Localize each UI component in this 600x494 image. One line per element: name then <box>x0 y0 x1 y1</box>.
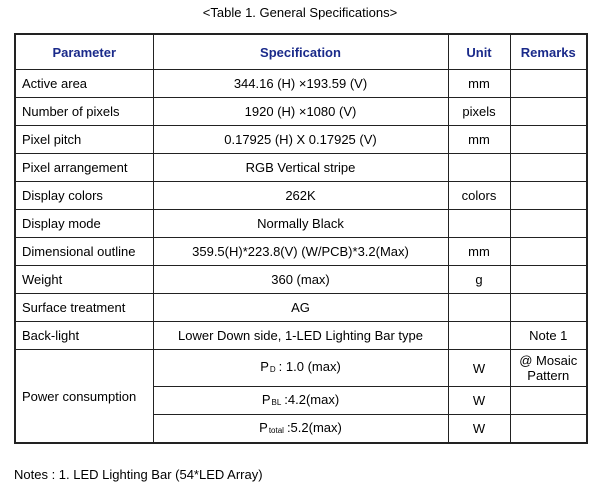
remarks-cell: Note 1 <box>510 322 587 350</box>
table-row <box>15 70 587 98</box>
remarks-cell <box>510 294 587 322</box>
spec-cell-pbl <box>153 387 448 415</box>
remarks-cell <box>510 182 587 210</box>
unit-cell: mm <box>448 70 510 98</box>
param-cell: Dimensional outline <box>15 238 153 266</box>
header-specification: Specification <box>153 34 448 70</box>
unit-cell: mm <box>448 238 510 266</box>
unit-cell <box>448 294 510 322</box>
param-cell: Display colors <box>15 182 153 210</box>
pd-symbol: P <box>260 359 269 374</box>
table-row <box>15 182 587 210</box>
remarks-cell-power: @ Mosaic Pattern <box>510 350 587 387</box>
remarks-cell <box>510 266 587 294</box>
unit-cell <box>448 154 510 182</box>
pbl-symbol: P <box>261 391 271 407</box>
spec-cell: AG <box>153 294 448 322</box>
spec-cell: 262K <box>153 182 448 210</box>
table-row <box>15 98 587 126</box>
remarks-cell-empty <box>510 415 587 444</box>
spec-cell: 360 (max) <box>153 266 448 294</box>
table-row <box>15 322 587 350</box>
param-cell: Surface treatment <box>15 294 153 322</box>
unit-cell-pd: W <box>448 350 510 387</box>
param-cell: Active area <box>15 70 153 98</box>
header-unit: Unit <box>448 34 510 70</box>
unit-cell: g <box>448 266 510 294</box>
general-specifications-table <box>14 33 588 444</box>
remarks-cell <box>510 70 587 98</box>
pbl-subscript: BL <box>271 397 282 407</box>
param-cell-power: Power consumption <box>15 350 153 444</box>
param-cell: Pixel arrangement <box>15 154 153 182</box>
spec-cell: 1920 (H) ×1080 (V) <box>153 98 448 126</box>
remarks-cell <box>510 98 587 126</box>
ptotal-symbol: P <box>259 419 268 435</box>
param-cell: Pixel pitch <box>15 126 153 154</box>
table-row <box>15 238 587 266</box>
table-row <box>15 266 587 294</box>
spec-cell: 344.16 (H) ×193.59 (V) <box>153 70 448 98</box>
table-row <box>15 294 587 322</box>
unit-cell-pbl: W <box>448 387 510 415</box>
param-cell: Weight <box>15 266 153 294</box>
unit-cell: colors <box>448 182 510 210</box>
spec-cell: Normally Black <box>153 210 448 238</box>
remarks-cell-empty <box>510 387 587 415</box>
table-caption: <Table 1. General Specifications> <box>202 5 398 20</box>
remarks-cell <box>510 126 587 154</box>
ptotal-value: :5.2(max) <box>286 419 342 435</box>
header-remarks: Remarks <box>510 34 587 70</box>
param-cell: Display mode <box>15 210 153 238</box>
unit-cell: mm <box>448 126 510 154</box>
unit-cell: pixels <box>448 98 510 126</box>
table-row <box>15 126 587 154</box>
table-notes: Notes : 1. LED Lighting Bar (54*LED Array) <box>14 467 263 482</box>
unit-cell <box>448 322 510 350</box>
spec-cell-ptotal <box>153 415 448 444</box>
unit-cell-ptotal: W <box>448 415 510 444</box>
spec-cell: 0.17925 (H) X 0.17925 (V) <box>153 126 448 154</box>
ptotal-subscript: total <box>268 425 284 435</box>
pd-subscript: D <box>269 365 276 374</box>
param-cell: Number of pixels <box>15 98 153 126</box>
table-row <box>15 210 587 238</box>
param-cell: Back-light <box>15 322 153 350</box>
header-parameter: Parameter <box>15 34 153 70</box>
pbl-value: :4.2(max) <box>284 391 340 407</box>
spec-cell: RGB Vertical stripe <box>153 154 448 182</box>
remarks-cell <box>510 238 587 266</box>
spec-cell-pd <box>153 350 448 387</box>
remarks-cell <box>510 154 587 182</box>
unit-cell <box>448 210 510 238</box>
remarks-cell <box>510 210 587 238</box>
header-row <box>15 34 587 70</box>
spec-cell: Lower Down side, 1-LED Lighting Bar type <box>153 322 448 350</box>
table-row <box>15 154 587 182</box>
pd-value: : 1.0 (max) <box>278 359 341 374</box>
table-row-power <box>15 350 587 387</box>
spec-cell: 359.5(H)*223.8(V) (W/PCB)*3.2(Max) <box>153 238 448 266</box>
